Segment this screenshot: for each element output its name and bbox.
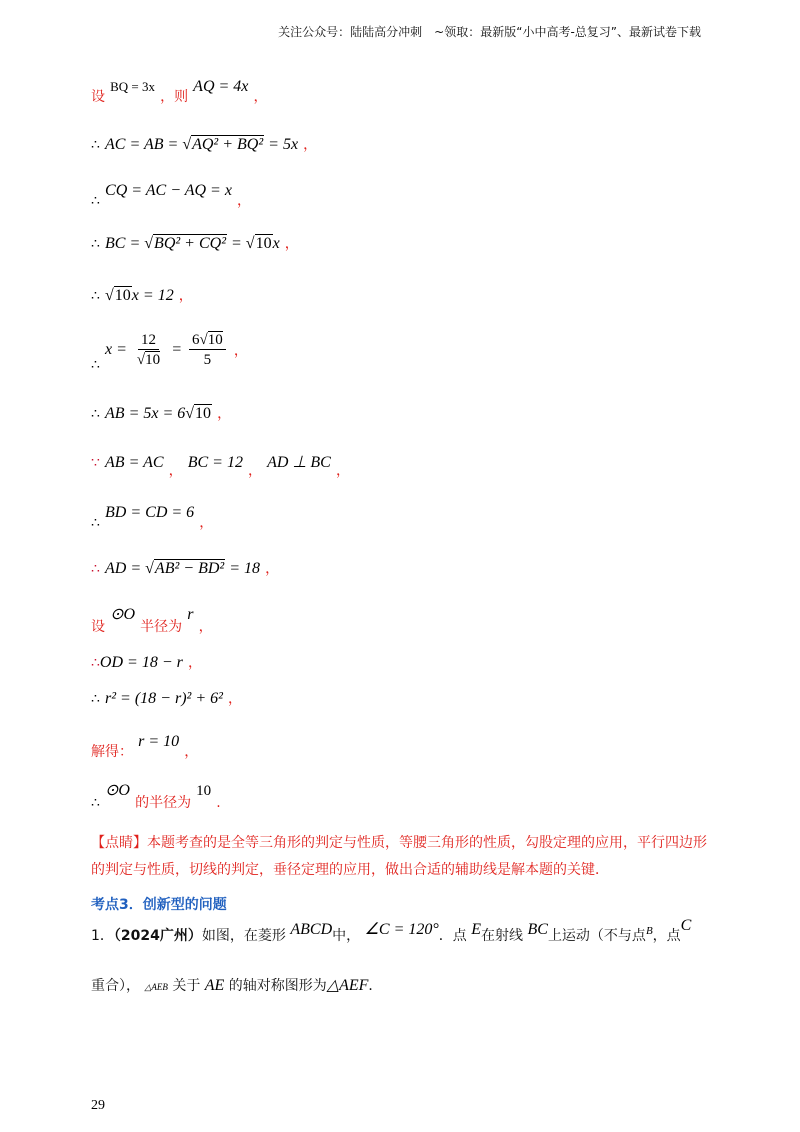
sqrt-expr: √10: [245, 235, 272, 252]
step-12: ∴OD = 18 − r ，: [91, 654, 202, 671]
page-number: 29: [91, 1098, 105, 1113]
step-15: ∴ ⊙O 的半径为 10 .: [91, 782, 221, 811]
step-5: ∴ √10x = 12 ，: [91, 287, 193, 304]
sqrt-expr: √AB² − BD²: [145, 560, 225, 577]
page-header: 关注公众号：陆陆高分冲刺 ~领取：最新版“小中高考-总复习”、最新试卷下载: [278, 25, 701, 39]
step-1: 设 $^{BQ = 3x}$ ，则 AQ = 4x ，: [91, 78, 268, 105]
sqrt-expr: √10: [105, 287, 131, 304]
step-9: ∴ BD = CD = 6 ，: [91, 504, 214, 531]
step-2: ∴ AC = AB = √AQ² + BQ² = 5x ，: [91, 136, 318, 153]
step-11: 设 ⊙O 半径为 r ，: [91, 606, 213, 635]
step-8: ∵ AB = AC ， BC = 12 ， AD ⊥ BC ，: [91, 454, 350, 479]
sqrt-expr: √10: [185, 405, 212, 422]
sqrt-expr: √BQ² + CQ²: [144, 235, 226, 252]
step-13: ∴ r² = (18 − r)² + 6² ，: [91, 690, 242, 707]
sqrt-expr: √AQ² + BQ²: [182, 136, 264, 153]
step-7: ∴ AB = 5x = 6√10 ，: [91, 405, 232, 422]
step-10: ∴ AD = √AB² − BD² = 18 ，: [91, 560, 280, 577]
step-14: 解得： r = 10 ，: [91, 733, 199, 760]
key-point-comment: 【点睛】本题考查的是全等三角形的判定与性质，等腰三角形的性质，勾股定理的应用，平行四边形的判定与性质，切线的判定，垂径定理的应用，做出合适的辅助线是解本题的关键．: [91, 835, 707, 878]
step-3: ∴ CQ = AC − AQ = x ，: [91, 182, 252, 209]
step-6: ∴ x = $\frac{12}{√10}$ = $\frac{6√10}{5}$ ，: [91, 332, 248, 373]
question-1-line-1: 1．（2024广州）如图，在菱形 ABCD中， ∠C = 120°．点 E在射线 BC上运动（不与点$^B$，点C: [91, 917, 692, 944]
fraction-1: $\frac{12}{√10}$: [136, 332, 161, 368]
question-1-line-2: 重合）， △AEB 关于 AE 的轴对称图形为△AEF．: [91, 977, 383, 994]
step-4: ∴ BC = √BQ² + CQ² = √10x ，: [91, 235, 299, 252]
section-heading: 考点3．创新型的问题: [91, 897, 227, 913]
fraction-2: $\frac{6√10}{5}$: [189, 332, 226, 368]
